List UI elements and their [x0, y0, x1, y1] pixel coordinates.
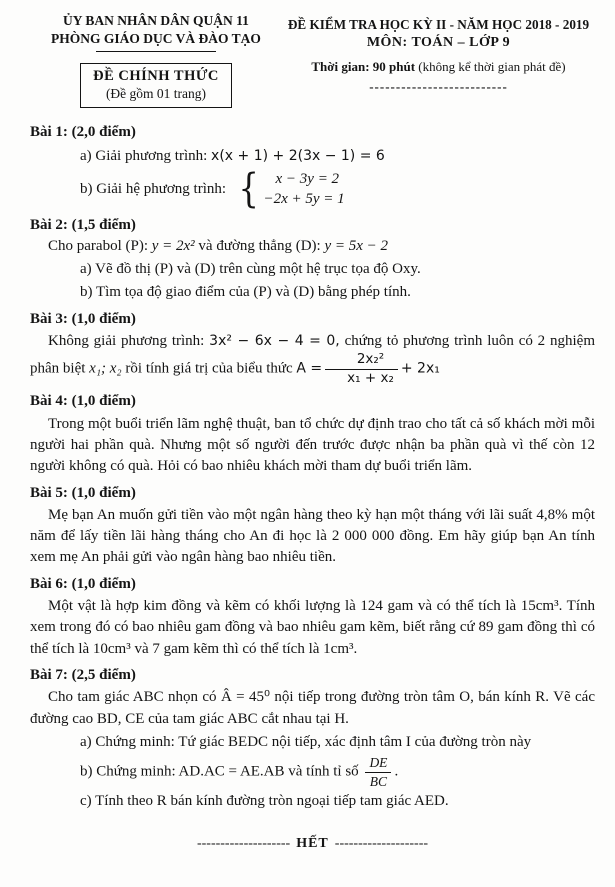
problem-7b-period: . [394, 763, 399, 780]
department-name: PHÒNG GIÁO DỤC VÀ ĐÀO TẠO [51, 31, 261, 47]
problem-3-t1: Không giải phương trình: [48, 333, 210, 350]
system-equation-2: −2x + 5y = 1 [263, 191, 345, 208]
expression-fraction [325, 352, 398, 386]
official-exam-box [80, 63, 232, 108]
problem-2-intro [30, 236, 595, 257]
problem-5-text: Mẹ bạn An muốn gửi tiền vào một ngân hàng theo kỳ hạn một tháng với lãi suất 4,8% một năm để lấy tiền lãi hàng tháng cho An đi học là 2 000 000 đồng. Em hãy giúp bạn An tính xem mẹ An phải gửi vào ngân hàng bao nhiêu tiền. [30, 506, 595, 566]
problem-1b-label: b) Giải hệ phương trình: [80, 180, 227, 197]
problem-1 [30, 122, 595, 213]
parabola-equation: y = 2x² [151, 237, 195, 254]
problem-3-t3: rồi tính giá trị của biểu thức [121, 360, 297, 377]
problem-6-heading: Bài 6: (1,0 điểm) [30, 575, 136, 592]
end-of-exam-line [30, 834, 595, 854]
problem-6 [30, 574, 595, 660]
problem-7a: a) Chứng minh: Tứ giác BEDC nội tiếp, xác định tâm I của đường tròn này [80, 733, 532, 750]
problem-3-heading: Bài 3: (1,0 điểm) [30, 310, 136, 327]
problem-7-heading: Bài 7: (2,5 điểm) [30, 666, 136, 683]
problem-5-heading: Bài 5: (1,0 điểm) [30, 484, 136, 501]
problem-7-intro-pre: Cho tam giác ABC nhọn có [48, 689, 221, 706]
header-right-block [282, 12, 595, 95]
expression-lhs: A = [296, 360, 323, 377]
header-left-block [30, 12, 282, 108]
ratio-denominator: BC [369, 773, 388, 789]
equation-system [236, 166, 345, 213]
problem-7b [30, 755, 595, 789]
fraction-denominator: x₁ + x₂ [347, 369, 394, 386]
problem-2-intro-pre: Cho parabol (P): [48, 237, 152, 254]
system-equation-1: x − 3y = 2 [275, 171, 340, 188]
exam-header [30, 12, 595, 108]
problem-3-text [30, 331, 595, 386]
problem-2-heading: Bài 2: (1,5 điểm) [30, 216, 136, 233]
problem-2 [30, 215, 595, 304]
header-underline-rule [96, 51, 216, 52]
problem-1-heading: Bài 1: (2,0 điểm) [30, 124, 136, 141]
problem-3 [30, 309, 595, 387]
problem-7c: c) Tính theo R bán kính đường tròn ngoại tiếp tam giác AED. [80, 793, 449, 810]
exam-title: ĐỀ KIỂM TRA HỌC KỲ II - NĂM HỌC 2018 - 2019 [287, 17, 590, 32]
header-dashed-rule: -------------------------- [369, 79, 508, 95]
line-equation: y = 5x − 2 [324, 237, 389, 254]
fraction-numerator: 2x₂² [325, 352, 398, 370]
problem-4-text: Trong một buổi triển lãm nghệ thuật, ban tổ chức dự định trao cho tất cả số khách mời mỗi người hai phần quà. Nhưng một số người đến trước được nhận ba phần quà vì thế còn 12 người không có quà. Hỏi có bao nhiêu khách mời tham dự buổi triển lãm. [30, 415, 595, 475]
roots-symbols: x₁; x₂ [89, 360, 122, 377]
problem-7-intro [30, 687, 595, 730]
problem-2a: a) Vẽ đồ thị (P) và (D) trên cùng một hệ trục tọa độ Oxy. [80, 261, 421, 278]
official-exam-label: ĐỀ CHÍNH THỨC [93, 68, 219, 85]
problem-7b-text: b) Chứng minh: AD.AC = AE.AB và tính tỉ số [80, 763, 363, 780]
exam-duration-line [282, 59, 595, 75]
ratio-fraction [365, 755, 391, 789]
problem-1b [30, 166, 595, 213]
problem-7-intro-post: nội tiếp trong đường tròn tâm O, bán kính R. Vẽ các đường cao BD, CE của tam giác ABC cắt nhau tại H. [30, 689, 596, 727]
problem-1a-label: a) Giải phương trình: [80, 147, 208, 164]
duration-value: Thời gian: 90 phút [311, 59, 416, 75]
exam-body [30, 122, 595, 854]
page-count-note: (Đề gồm 01 trang) [105, 86, 207, 102]
footer-left-dashes: -------------------- [196, 836, 291, 852]
problem-7 [30, 665, 595, 813]
problem-1a [30, 146, 595, 167]
quadratic-equation: 3x² − 6x − 4 = 0, [209, 333, 340, 350]
problem-5 [30, 483, 595, 569]
expression-tail: + 2x₁ [400, 360, 440, 377]
problem-1a-equation: x(x + 1) + 2(3x − 1) = 6 [211, 147, 385, 164]
problem-2-intro-mid: và đường thẳng (D): [194, 237, 325, 254]
duration-note: (không kể thời gian phát đề) [415, 59, 566, 75]
ratio-numerator: DE [365, 755, 391, 773]
problem-2b: b) Tìm tọa độ giao điểm của (P) và (D) bằng phép tính. [80, 284, 411, 301]
issuing-authority: ỦY BAN NHÂN DÂN QUẬN 11 [63, 13, 249, 28]
angle-notation: Â = 45⁰ [220, 689, 271, 706]
system-equations [264, 169, 345, 210]
footer-right-dashes: -------------------- [334, 836, 429, 852]
system-brace: { [238, 166, 259, 213]
problem-6-text: Một vật là hợp kim đồng và kẽm có khối lượng là 124 gam và có thể tích là 15cm³. Tính xem trong đó có bao nhiêu gam đồng và bao nhiêu gam kẽm, biết rằng cứ 89 gam đồng thì có thể tích là 10cm³ và 7 gam kẽm thì có thể tích là 1cm³. [30, 598, 595, 657]
problem-4-heading: Bài 4: (1,0 điểm) [30, 393, 136, 410]
problem-4 [30, 391, 595, 477]
exam-subject-grade: MÔN: TOÁN – LỚP 9 [366, 35, 511, 51]
end-label: HẾT [296, 836, 329, 852]
problem-3-t2: chứng tỏ phương trình luôn có 2 nghiệm phân biệt [30, 333, 596, 377]
